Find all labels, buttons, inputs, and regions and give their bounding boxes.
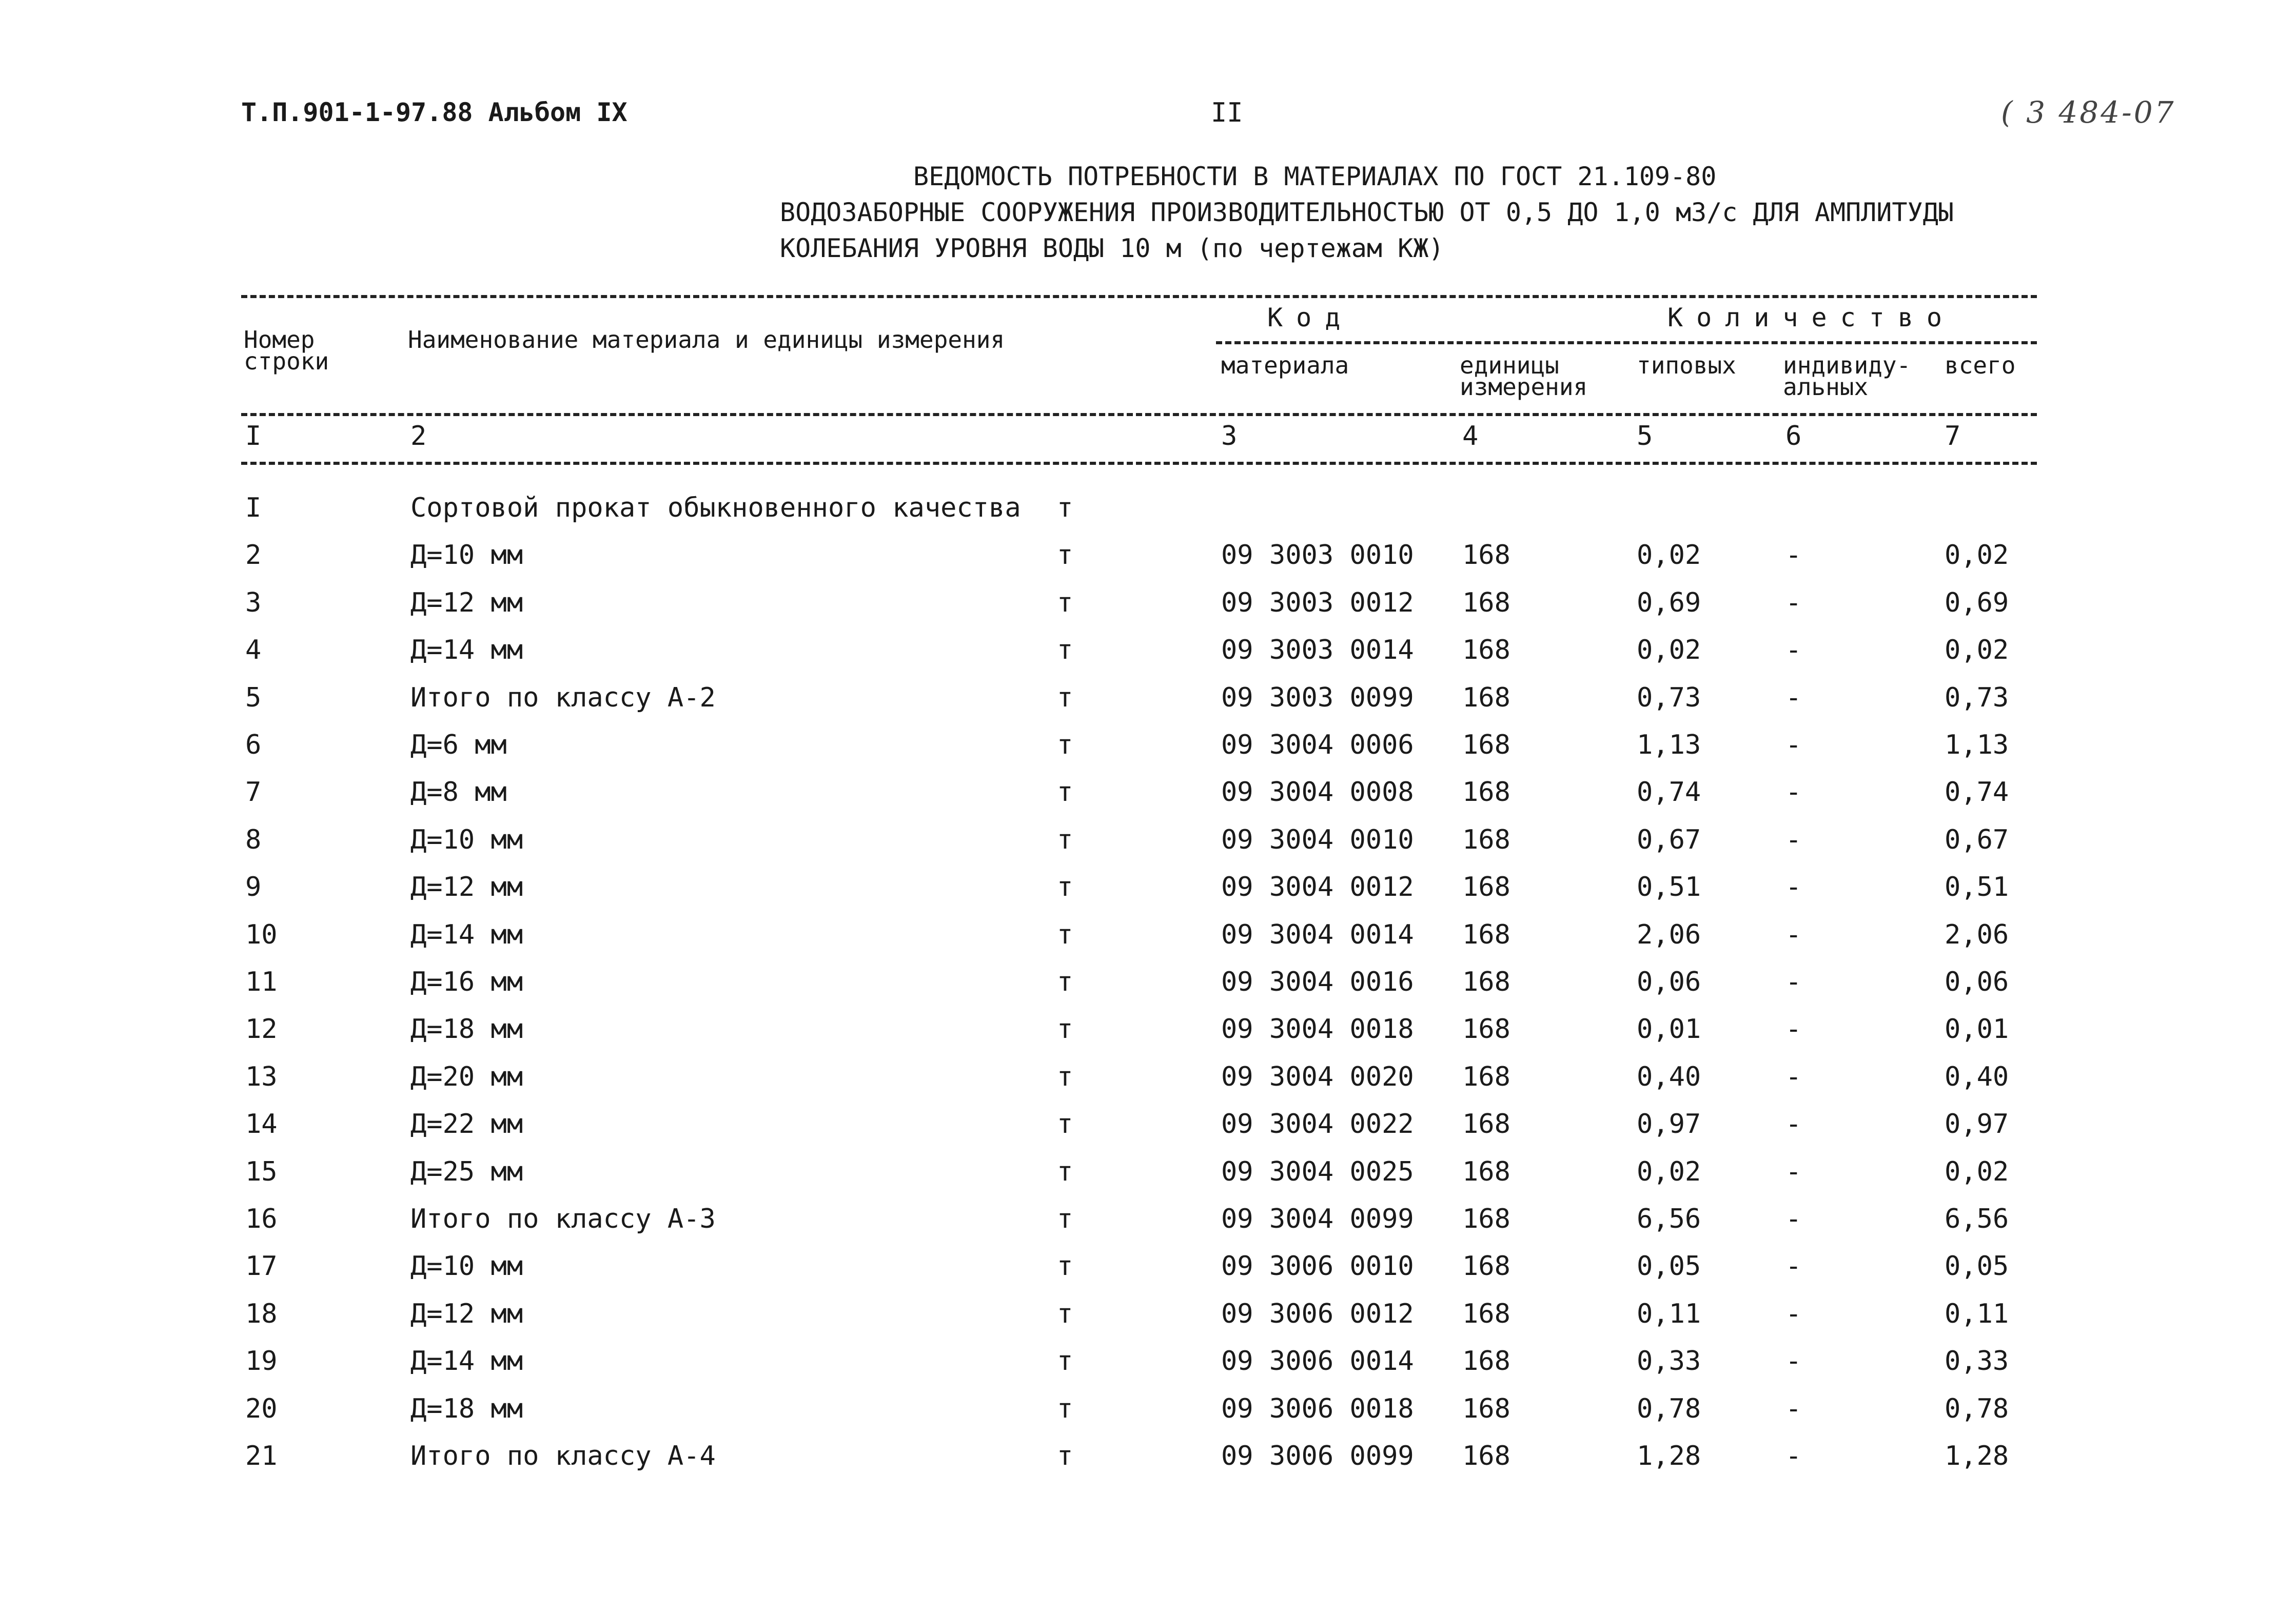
row-number: 15 bbox=[245, 1156, 278, 1187]
column-number-7: 7 bbox=[1945, 421, 1961, 451]
typical-quantity: 0,01 bbox=[1637, 1014, 1701, 1045]
table-row bbox=[0, 1441, 2296, 1488]
row-number: 11 bbox=[245, 967, 278, 997]
total-quantity: 0,02 bbox=[1945, 1156, 2009, 1187]
total-quantity: 0,51 bbox=[1945, 872, 2009, 903]
typical-quantity: 0,69 bbox=[1637, 587, 1701, 618]
typical-quantity: 0,97 bbox=[1637, 1109, 1701, 1140]
individual-quantity: - bbox=[1785, 824, 1802, 855]
unit: т bbox=[1057, 777, 1073, 808]
header-material-code: материала bbox=[1221, 351, 1349, 379]
unit: т bbox=[1057, 1109, 1073, 1140]
table-row bbox=[0, 1014, 2296, 1061]
total-quantity: 0,78 bbox=[1945, 1393, 2009, 1424]
material-name: Д=14 мм bbox=[410, 919, 523, 950]
individual-quantity: - bbox=[1785, 872, 1802, 903]
material-code: 09 3004 0006 bbox=[1221, 730, 1414, 760]
individual-quantity: - bbox=[1785, 1156, 1802, 1187]
typical-quantity: 0,51 bbox=[1637, 872, 1701, 903]
material-name: Д=10 мм bbox=[410, 1251, 523, 1282]
table-row bbox=[0, 635, 2296, 682]
material-name: Д=20 мм bbox=[410, 1061, 523, 1092]
material-name: Д=6 мм bbox=[410, 730, 507, 760]
material-code: 09 3004 0016 bbox=[1221, 967, 1414, 997]
total-quantity: 0,69 bbox=[1945, 587, 2009, 618]
individual-quantity: - bbox=[1785, 730, 1802, 760]
individual-quantity: - bbox=[1785, 777, 1802, 808]
individual-quantity: - bbox=[1785, 1251, 1802, 1282]
total-quantity: 1,28 bbox=[1945, 1441, 2009, 1471]
column-number-5: 5 bbox=[1637, 421, 1653, 451]
material-name: Д=16 мм bbox=[410, 967, 523, 997]
individual-quantity: - bbox=[1785, 635, 1802, 666]
unit: т bbox=[1057, 635, 1073, 666]
unit-code: 168 bbox=[1462, 682, 1510, 713]
individual-quantity: - bbox=[1785, 1393, 1802, 1424]
total-quantity: 0,06 bbox=[1945, 967, 2009, 997]
table-row bbox=[0, 967, 2296, 1014]
row-number: 18 bbox=[245, 1298, 278, 1329]
unit: т bbox=[1057, 1251, 1073, 1282]
unit: т bbox=[1057, 1014, 1073, 1045]
typical-quantity: 0,02 bbox=[1637, 540, 1701, 571]
row-number: 7 bbox=[245, 777, 262, 808]
row-number: 21 bbox=[245, 1441, 278, 1471]
material-code: 09 3003 0012 bbox=[1221, 587, 1414, 618]
unit-code: 168 bbox=[1462, 1061, 1510, 1092]
table-row bbox=[0, 1299, 2296, 1346]
individual-quantity: - bbox=[1785, 1109, 1802, 1140]
title-line-2: ВОДОЗАБОРНЫЕ СООРУЖЕНИЯ ПРОИЗВОДИТЕЛЬНОСТЬЮ ОТ 0,5 ДО 1,0 м3/с ДЛЯ АМПЛИТУДЫ bbox=[780, 198, 1954, 227]
header-quantity-group: Количество bbox=[1667, 303, 1956, 332]
total-quantity: 0,74 bbox=[1945, 777, 2009, 808]
material-name: Д=18 мм bbox=[410, 1014, 523, 1045]
unit-code: 168 bbox=[1462, 777, 1510, 808]
individual-quantity: - bbox=[1785, 1061, 1802, 1092]
material-code: 09 3004 0025 bbox=[1221, 1156, 1414, 1187]
total-quantity: 0,67 bbox=[1945, 824, 2009, 855]
material-code: 09 3004 0099 bbox=[1221, 1204, 1414, 1234]
total-quantity: 6,56 bbox=[1945, 1204, 2009, 1234]
table-row bbox=[0, 919, 2296, 967]
title-line-3: КОЛЕБАНИЯ УРОВНЯ ВОДЫ 10 м (по чертежам КЖ) bbox=[780, 233, 1444, 263]
document-id: Т.П.901-1-97.88 Альбом IX bbox=[241, 97, 627, 127]
material-code: 09 3004 0010 bbox=[1221, 824, 1414, 855]
typical-quantity: 1,28 bbox=[1637, 1441, 1701, 1471]
material-name: Д=12 мм bbox=[410, 587, 523, 618]
unit: т bbox=[1057, 587, 1073, 618]
typical-quantity: 2,06 bbox=[1637, 919, 1701, 950]
unit: т bbox=[1057, 824, 1073, 855]
table-row bbox=[0, 540, 2296, 587]
header-individual-2: альных bbox=[1783, 373, 1869, 401]
table-row bbox=[0, 682, 2296, 730]
unit: т bbox=[1057, 872, 1073, 903]
unit-code: 168 bbox=[1462, 540, 1510, 571]
material-name: Д=14 мм bbox=[410, 1346, 523, 1377]
unit: т bbox=[1057, 682, 1073, 713]
individual-quantity: - bbox=[1785, 919, 1802, 950]
column-number-4: 4 bbox=[1462, 421, 1479, 451]
row-number: 16 bbox=[245, 1204, 278, 1234]
table-row bbox=[0, 1156, 2296, 1204]
header-row-number-2: строки bbox=[244, 347, 329, 375]
material-code: 09 3006 0012 bbox=[1221, 1298, 1414, 1329]
material-name: Итого по классу А-4 bbox=[410, 1441, 716, 1471]
unit-code: 168 bbox=[1462, 1109, 1510, 1140]
unit: т bbox=[1057, 730, 1073, 760]
typical-quantity: 1,13 bbox=[1637, 730, 1701, 760]
typical-quantity: 0,05 bbox=[1637, 1251, 1701, 1282]
table-row bbox=[0, 1204, 2296, 1251]
typical-quantity: 0,67 bbox=[1637, 824, 1701, 855]
unit: т bbox=[1057, 1204, 1073, 1234]
header-unit-code-2: измерения bbox=[1460, 373, 1588, 401]
table-row bbox=[0, 824, 2296, 872]
column-number-3: 3 bbox=[1221, 421, 1238, 451]
material-code: 09 3003 0014 bbox=[1221, 635, 1414, 666]
material-name: Сортовой прокат обыкновенного качества bbox=[410, 493, 1021, 523]
unit: т bbox=[1057, 540, 1073, 571]
typical-quantity: 0,40 bbox=[1637, 1061, 1701, 1092]
row-number: I bbox=[245, 493, 262, 523]
material-name: Д=10 мм bbox=[410, 824, 523, 855]
header-top-rule bbox=[241, 295, 2037, 298]
unit: т bbox=[1057, 493, 1073, 523]
header-typical: типовых bbox=[1637, 351, 1736, 379]
unit: т bbox=[1057, 1346, 1073, 1377]
row-number: 2 bbox=[245, 540, 262, 571]
material-code: 09 3004 0020 bbox=[1221, 1061, 1414, 1092]
unit: т bbox=[1057, 1441, 1073, 1471]
material-name: Д=10 мм bbox=[410, 540, 523, 571]
unit-code: 168 bbox=[1462, 1156, 1510, 1187]
handwritten-stamp: ( 3 484-07 bbox=[2001, 95, 2176, 130]
unit-code: 168 bbox=[1462, 919, 1510, 950]
total-quantity: 0,73 bbox=[1945, 682, 2009, 713]
material-name: Д=18 мм bbox=[410, 1393, 523, 1424]
row-number: 4 bbox=[245, 635, 262, 666]
column-number-2: 2 bbox=[410, 421, 427, 451]
total-quantity: 0,40 bbox=[1945, 1061, 2009, 1092]
unit: т bbox=[1057, 1393, 1073, 1424]
row-number: 12 bbox=[245, 1014, 278, 1045]
individual-quantity: - bbox=[1785, 1014, 1802, 1045]
header-individual-1: индивиду- bbox=[1783, 351, 1911, 379]
header-code-group: Код bbox=[1267, 303, 1354, 332]
unit: т bbox=[1057, 967, 1073, 997]
header-unit-code-1: единицы bbox=[1460, 351, 1559, 379]
individual-quantity: - bbox=[1785, 540, 1802, 571]
material-code: 09 3006 0010 bbox=[1221, 1251, 1414, 1282]
row-number: 9 bbox=[245, 872, 262, 903]
material-name: Д=8 мм bbox=[410, 777, 507, 808]
typical-quantity: 0,06 bbox=[1637, 967, 1701, 997]
unit: т bbox=[1057, 1298, 1073, 1329]
total-quantity: 0,05 bbox=[1945, 1251, 2009, 1282]
row-number: 8 bbox=[245, 824, 262, 855]
table-row bbox=[0, 1062, 2296, 1109]
table-row bbox=[0, 1251, 2296, 1298]
column-number-6: 6 bbox=[1785, 421, 1802, 451]
material-code: 09 3004 0022 bbox=[1221, 1109, 1414, 1140]
material-name: Итого по классу А-3 bbox=[410, 1204, 716, 1234]
table-row bbox=[0, 1393, 2296, 1441]
row-number: 6 bbox=[245, 730, 262, 760]
table-row bbox=[0, 1109, 2296, 1156]
material-name: Д=22 мм bbox=[410, 1109, 523, 1140]
material-code: 09 3004 0008 bbox=[1221, 777, 1414, 808]
row-number: 14 bbox=[245, 1109, 278, 1140]
table-row bbox=[0, 493, 2296, 540]
material-code: 09 3004 0018 bbox=[1221, 1014, 1414, 1045]
total-quantity: 0,02 bbox=[1945, 540, 2009, 571]
table-row bbox=[0, 777, 2296, 824]
typical-quantity: 0,78 bbox=[1637, 1393, 1701, 1424]
unit-code: 168 bbox=[1462, 1393, 1510, 1424]
unit: т bbox=[1057, 1156, 1073, 1187]
page-number: II bbox=[1211, 97, 1243, 128]
unit-code: 168 bbox=[1462, 1441, 1510, 1471]
row-number: 13 bbox=[245, 1061, 278, 1092]
individual-quantity: - bbox=[1785, 967, 1802, 997]
total-quantity: 0,01 bbox=[1945, 1014, 2009, 1045]
unit-code: 168 bbox=[1462, 1014, 1510, 1045]
table-row bbox=[0, 587, 2296, 635]
individual-quantity: - bbox=[1785, 1441, 1802, 1471]
material-code: 09 3004 0014 bbox=[1221, 919, 1414, 950]
total-quantity: 0,33 bbox=[1945, 1346, 2009, 1377]
unit-code: 168 bbox=[1462, 1251, 1510, 1282]
material-code: 09 3006 0014 bbox=[1221, 1346, 1414, 1377]
header-group-rule bbox=[1216, 341, 2037, 344]
column-number-1: I bbox=[245, 421, 262, 451]
header-name: Наименование материала и единицы измерения bbox=[408, 326, 1005, 353]
total-quantity: 0,11 bbox=[1945, 1298, 2009, 1329]
unit-code: 168 bbox=[1462, 730, 1510, 760]
total-quantity: 0,97 bbox=[1945, 1109, 2009, 1140]
typical-quantity: 0,11 bbox=[1637, 1298, 1701, 1329]
row-number: 19 bbox=[245, 1346, 278, 1377]
unit-code: 168 bbox=[1462, 1204, 1510, 1234]
header-row-number-1: Номер bbox=[244, 326, 315, 353]
row-number: 17 bbox=[245, 1251, 278, 1282]
unit: т bbox=[1057, 1061, 1073, 1092]
material-code: 09 3004 0012 bbox=[1221, 872, 1414, 903]
total-quantity: 1,13 bbox=[1945, 730, 2009, 760]
material-name: Д=14 мм bbox=[410, 635, 523, 666]
typical-quantity: 6,56 bbox=[1637, 1204, 1701, 1234]
unit: т bbox=[1057, 919, 1073, 950]
unit-code: 168 bbox=[1462, 872, 1510, 903]
typical-quantity: 0,33 bbox=[1637, 1346, 1701, 1377]
unit-code: 168 bbox=[1462, 1346, 1510, 1377]
total-quantity: 0,02 bbox=[1945, 635, 2009, 666]
header-total: всего bbox=[1945, 351, 2016, 379]
individual-quantity: - bbox=[1785, 587, 1802, 618]
typical-quantity: 0,73 bbox=[1637, 682, 1701, 713]
table-row bbox=[0, 872, 2296, 919]
table-row bbox=[0, 730, 2296, 777]
header-bottom-rule bbox=[241, 462, 2037, 465]
unit-code: 168 bbox=[1462, 824, 1510, 855]
unit-code: 168 bbox=[1462, 1298, 1510, 1329]
typical-quantity: 0,02 bbox=[1637, 635, 1701, 666]
total-quantity: 2,06 bbox=[1945, 919, 2009, 950]
material-code: 09 3003 0010 bbox=[1221, 540, 1414, 571]
header-mid-rule bbox=[241, 413, 2037, 416]
row-number: 3 bbox=[245, 587, 262, 618]
material-code: 09 3006 0018 bbox=[1221, 1393, 1414, 1424]
unit-code: 168 bbox=[1462, 587, 1510, 618]
unit-code: 168 bbox=[1462, 635, 1510, 666]
row-number: 20 bbox=[245, 1393, 278, 1424]
row-number: 5 bbox=[245, 682, 262, 713]
typical-quantity: 0,74 bbox=[1637, 777, 1701, 808]
material-code: 09 3003 0099 bbox=[1221, 682, 1414, 713]
material-name: Д=25 мм bbox=[410, 1156, 523, 1187]
individual-quantity: - bbox=[1785, 1298, 1802, 1329]
individual-quantity: - bbox=[1785, 682, 1802, 713]
table-row bbox=[0, 1346, 2296, 1393]
typical-quantity: 0,02 bbox=[1637, 1156, 1701, 1187]
title-line-1: ВЕДОМОСТЬ ПОТРЕБНОСТИ В МАТЕРИАЛАХ ПО ГОСТ 21.109-80 bbox=[913, 162, 1717, 191]
material-name: Итого по классу А-2 bbox=[410, 682, 716, 713]
individual-quantity: - bbox=[1785, 1204, 1802, 1234]
material-name: Д=12 мм bbox=[410, 872, 523, 903]
row-number: 10 bbox=[245, 919, 278, 950]
individual-quantity: - bbox=[1785, 1346, 1802, 1377]
material-code: 09 3006 0099 bbox=[1221, 1441, 1414, 1471]
unit-code: 168 bbox=[1462, 967, 1510, 997]
material-name: Д=12 мм bbox=[410, 1298, 523, 1329]
